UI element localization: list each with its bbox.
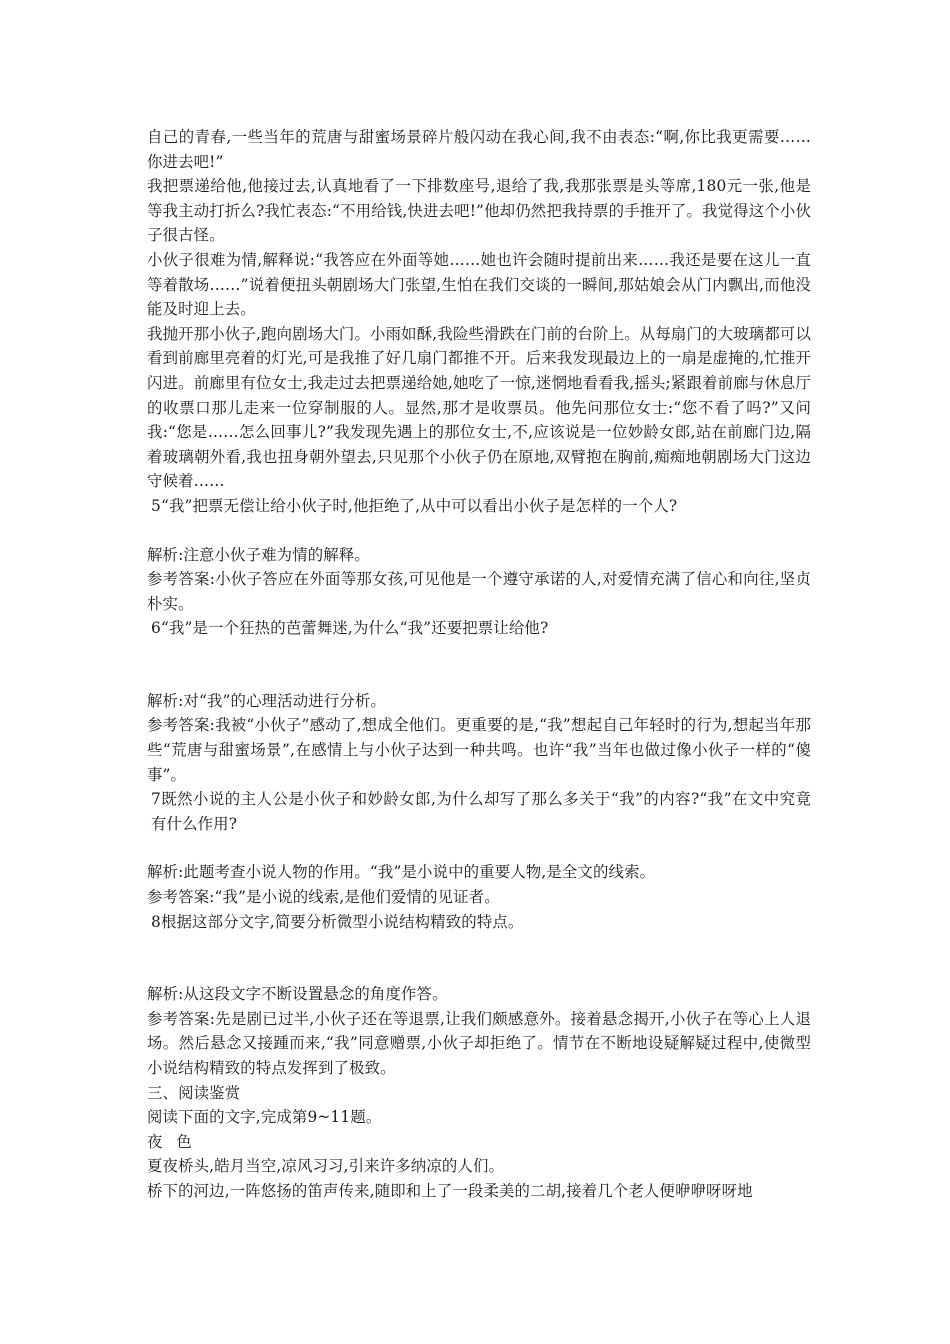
- answer-space: [147, 641, 811, 689]
- answer-7: 参考答案:“我”是小说的线索,是他们爱情的见证者。: [147, 888, 500, 907]
- answer-6: 参考答案:我被“小伙子”感动了,想成全他们。更重要的是,“我”想起自己年轻时的行为,想起当年那些“荒唐与甜蜜场景”,在感情上与小伙子达到一种共鸣。也许“我”当年也做过像小伙子一样的“傻事”。: [147, 716, 811, 784]
- answer-space: [147, 836, 811, 860]
- passage-paragraph-2: 桥下的河边,一阵悠扬的笛声传来,随即和上了一段柔美的二胡,接着几个老人便咿咿呀呀地: [147, 1181, 753, 1200]
- document-page: [147, 125, 811, 1204]
- story-paragraph-4: 我抛开那小伙子,跑向剧场大门。小雨如酥,我险些滑跌在门前的台阶上。从每扇门的大玻璃都可以看到前廊里亮着的灯光,可是我推了好几扇门都推不开。后来我发现最边上的一扇是虚掩的,忙推开闪进。前廊里有位女士,我走过去把票递给她,她吃了一惊,迷惘地看看我,摇头;紧跟着前廊与休息厅的收票口那儿走来一位穿制服的人。显然,那才是收票员。他先问那位女士:“您不看了吗?”又问我:“您是……怎么回事儿?”我发现先遇上的那位女士,不,应该说是一位妙龄女郎,站在前廊门边,隔着玻璃朝外看,我也扭身朝外望去,只见那个小伙子仍在原地,双臂抱在胸前,痴痴地朝剧场大门这边守候着……: [147, 324, 811, 491]
- story-paragraph-2: 我把票递给他,他接过去,认真地看了一下排数座号,退给了我,我那张票是头等席,180元一张,他是等我主动打折么?我忙表态:“不用给钱,快进去吧!”他却仍然把我持票的手推开了。我觉得这个小伙子很古怪。: [147, 177, 811, 245]
- answer-5: 参考答案:小伙子答应在外面等那女孩,可见他是一个遵守承诺的人,对爱情充满了信心和向往,坚贞朴实。: [147, 570, 811, 613]
- passage-paragraph-1: 夏夜桥头,皓月当空,凉风习习,引来许多纳凉的人们。: [147, 1157, 505, 1176]
- question-8: 8根据这部分文字,简要分析微型小说结构精致的特点。: [151, 912, 524, 931]
- question-6: 6“我”是一个狂热的芭蕾舞迷,为什么“我”还要把票让给他?: [151, 619, 549, 638]
- analysis-5: 解析:注意小伙子难为情的解释。: [147, 545, 370, 564]
- analysis-8: 解析:从这段文字不断设置悬念的角度作答。: [147, 985, 448, 1004]
- analysis-6: 解析:对“我”的心理活动进行分析。: [147, 691, 386, 710]
- question-5: 5“我”把票无偿让给小伙子时,他拒绝了,从中可以看出小伙子是怎样的一个人?: [151, 496, 678, 515]
- answer-8: 参考答案:先是剧已过半,小伙子还在等退票,让我们颇感意外。接着悬念揭开,小伙子在等心上人退场。然后悬念又接踵而来,“我”同意赠票,小伙子却拒绝了。情节在不断地设疑解疑过程中,使微型小说结构精致的特点发挥到了极致。: [147, 1009, 811, 1077]
- passage-title: 夜色: [147, 1132, 206, 1151]
- section-instruction: 阅读下面的文字,完成第9~11题。: [147, 1108, 382, 1127]
- story-paragraph-3: 小伙子很难为情,解释说:“我答应在外面等她……她也许会随时提前出来……我还是要在这儿一直等着散场……”说着便扭头朝剧场大门张望,生怕在我们交谈的一瞬间,那姑娘会从门内飘出,而他没能及时迎上去。: [147, 250, 811, 319]
- answer-space: [147, 934, 811, 982]
- analysis-7: 解析:此题考查小说人物的作用。“我”是小说中的重要人物,是全文的线索。: [147, 863, 656, 882]
- answer-space: [147, 519, 811, 543]
- question-7: 7既然小说的主人公是小伙子和妙龄女郎,为什么却写了那么多关于“我”的内容?“我”在文中究竟有什么作用?: [151, 790, 811, 833]
- story-paragraph-1: 自己的青春,一些当年的荒唐与甜蜜场景碎片般闪动在我心间,我不由表态:“啊,你比我更需要……你进去吧!”: [147, 128, 811, 171]
- section-heading: 三、阅读鉴赏: [147, 1083, 241, 1102]
